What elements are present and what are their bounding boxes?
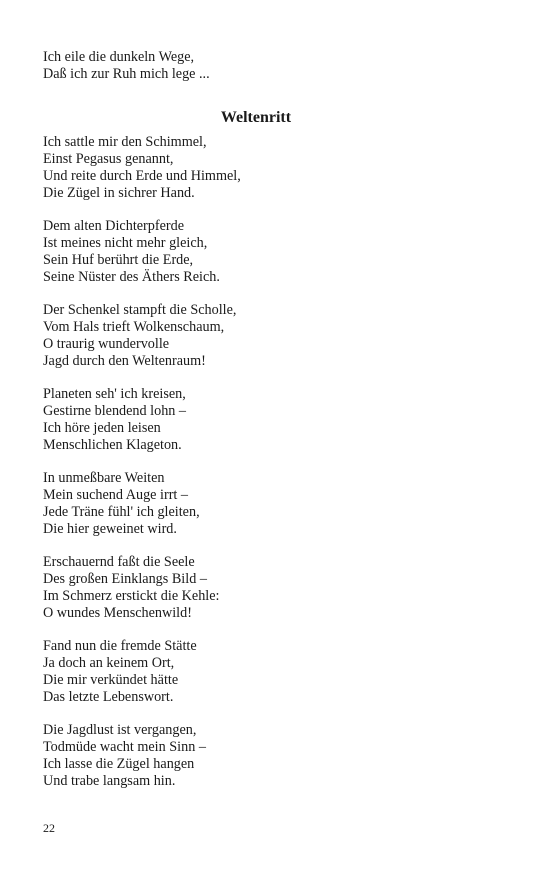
poem-line: Die Zügel in sichrer Hand. [43,185,195,201]
stanza [43,386,241,454]
poem-line: Ich lasse die Zügel hangen [43,756,195,772]
poem-line: Seine Nüster des Äthers Reich. [43,269,220,285]
poem-line: Vom Hals trieft Wolkenschaum, [43,319,225,335]
poem-line: Ja doch an keinem Ort, [43,655,175,671]
poem-line: Die hier geweinet wird. [43,521,177,537]
poem-line: Planeten seh' ich kreisen, [43,386,186,402]
poem-line: Die mir verkündet hätte [43,672,179,688]
poem-line: O traurig wundervolle [43,336,170,352]
poem-line: Erschauernd faßt die Seele [43,554,195,570]
stanza [43,638,241,706]
previous-poem-ending [43,49,210,83]
poem-line: Menschlichen Klageton. [43,437,182,453]
poem-line: Daß ich zur Ruh mich lege ... [43,66,210,82]
stanza [43,470,241,538]
poem-line: Mein suchend Auge irrt – [43,487,188,503]
poem-line: Gestirne blendend lohn – [43,403,187,419]
poem-line: Die Jagdlust ist vergangen, [43,722,197,738]
poem-line: Todmüde wacht mein Sinn – [43,739,206,755]
stanza [43,134,241,202]
poem-line: Jagd durch den Weltenraum! [43,353,206,369]
poem-line: Ich höre jeden leisen [43,420,161,436]
poem-body [43,134,241,806]
poem-line: In unmeßbare Weiten [43,470,165,486]
poem-line: Fand nun die fremde Stätte [43,638,197,654]
poem-line: Und trabe langsam hin. [43,773,176,789]
poem-line: O wundes Menschenwild! [43,605,192,621]
stanza [43,554,241,622]
poem-title: Weltenritt [220,109,292,126]
poem-line: Das letzte Lebenswort. [43,689,174,705]
stanza [43,302,241,370]
poem-line: Sein Huf berührt die Erde, [43,252,194,268]
poem-line: Ich eile die dunkeln Wege, [43,49,195,65]
page-number: 22 [43,821,55,835]
poem-line: Der Schenkel stampft die Scholle, [43,302,237,318]
poem-line: Dem alten Dichterpferde [43,218,185,234]
stanza [43,722,241,790]
stanza [43,218,241,286]
poem-line: Einst Pegasus genannt, [43,151,174,167]
poem-line: Des großen Einklangs Bild – [43,571,207,587]
poem-line: Und reite durch Erde und Himmel, [43,168,241,184]
poem-line: Jede Träne fühl' ich gleiten, [43,504,200,520]
poem-line: Ist meines nicht mehr gleich, [43,235,208,251]
poem-line: Ich sattle mir den Schimmel, [43,134,207,150]
poem-line: Im Schmerz erstickt die Kehle: [43,588,220,604]
